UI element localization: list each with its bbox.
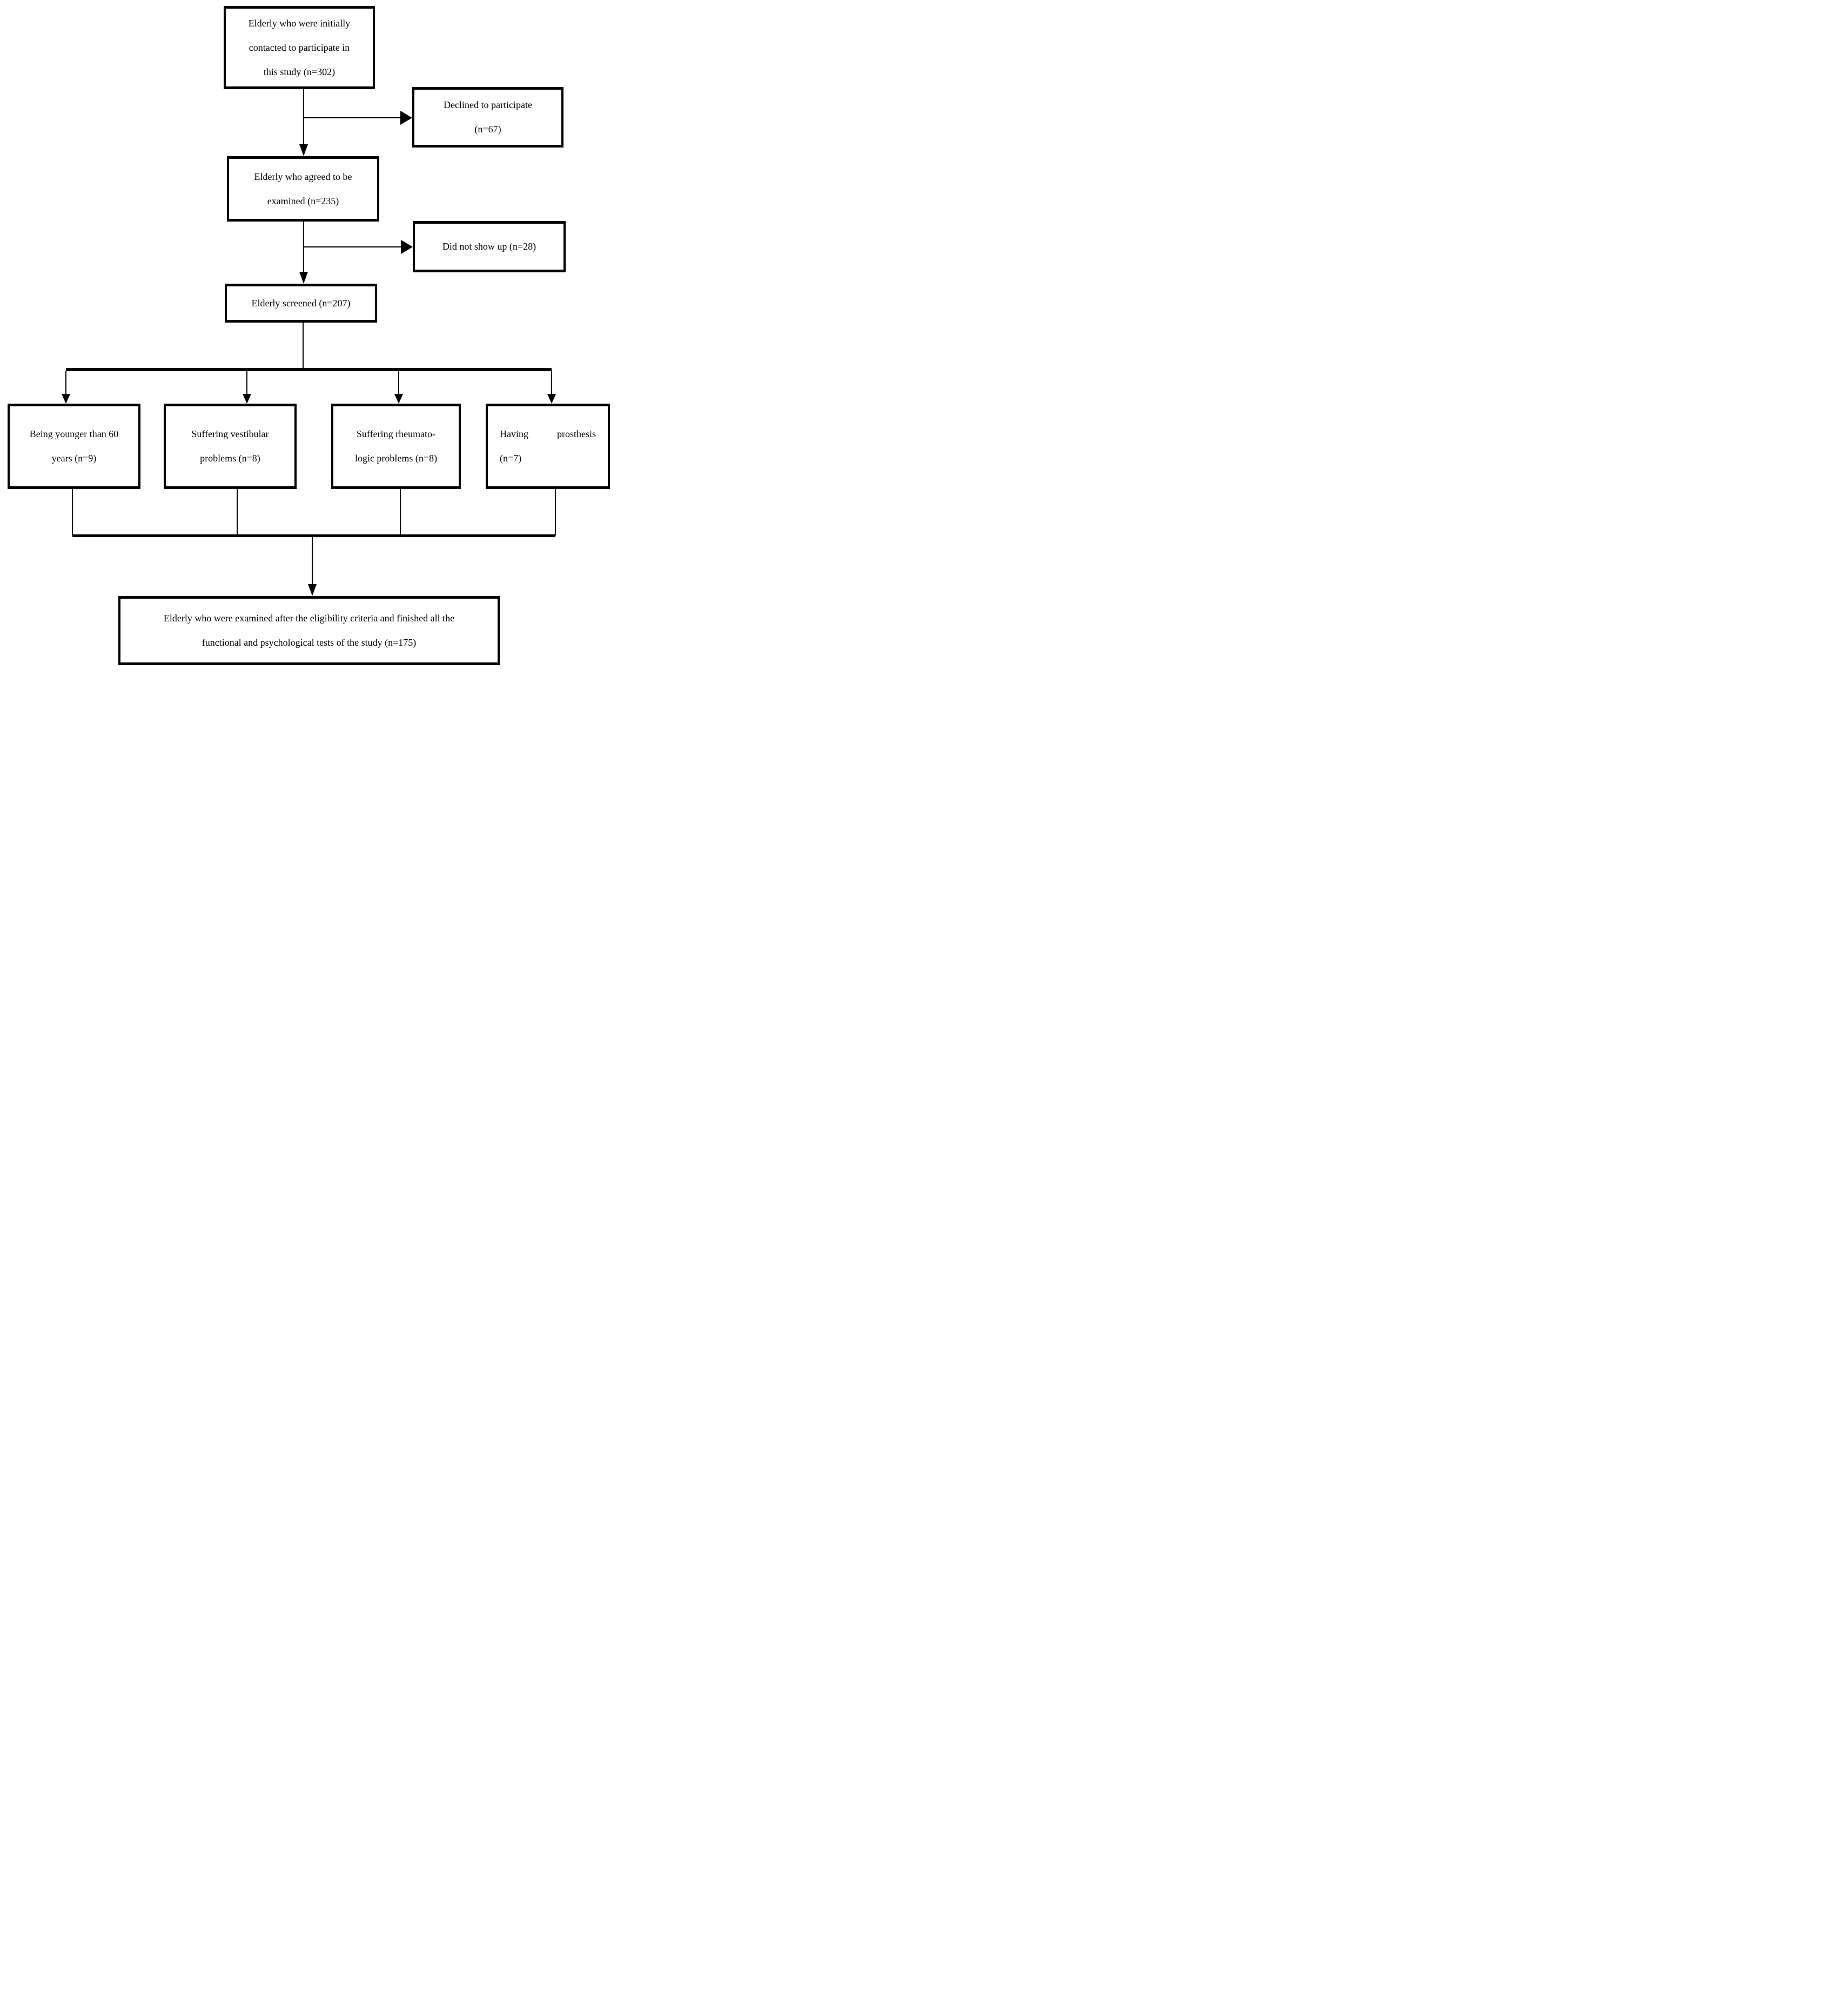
box-prosthesis-word: Having <box>500 428 528 439</box>
connector-younger-to-join <box>72 489 73 535</box>
participant-flow-diagram <box>0 0 615 672</box>
connector-agreed-to-noshow <box>304 246 402 247</box>
box-rheumatologic-line: Suffering rheumato- <box>356 428 436 439</box>
arrowhead-right-icon <box>401 240 413 254</box>
box-no-show <box>413 221 566 272</box>
box-initial-contact-line: contacted to participate in <box>249 42 350 53</box>
box-screened-line: Elderly screened (n=207) <box>251 297 351 309</box>
box-prosthesis-line <box>500 422 596 446</box>
connector-vestibular-to-join <box>237 489 238 535</box>
box-declined <box>412 87 563 148</box>
arrowhead-right-icon <box>400 111 412 125</box>
box-younger-line: years (n=9) <box>51 453 97 464</box>
box-declined-line: Declined to participate <box>444 99 532 110</box>
arrowhead-down-icon <box>62 394 70 404</box>
box-vestibular-line: problems (n=8) <box>200 453 260 464</box>
box-initial-contact <box>224 6 375 89</box>
connector-split-to-vestibular <box>246 371 247 394</box>
arrowhead-down-icon <box>308 584 317 596</box>
box-final-line: Elderly who were examined after the eligibility criteria and finished all the <box>163 613 455 624</box>
box-screened <box>225 284 377 323</box>
arrowhead-down-icon <box>299 144 308 156</box>
connector-split-to-prosthesis <box>551 371 552 394</box>
arrowhead-down-icon <box>299 272 308 284</box>
split-bar-top <box>66 368 552 371</box>
connector-join-to-final <box>312 537 313 584</box>
box-vestibular-line: Suffering vestibular <box>191 428 269 439</box>
box-initial-contact-line: this study (n=302) <box>263 66 336 77</box>
box-vestibular <box>164 404 297 489</box>
box-no-show-line: Did not show up (n=28) <box>442 241 536 252</box>
box-agreed-line: examined (n=235) <box>267 195 339 206</box>
box-declined-line: (n=67) <box>474 124 501 135</box>
box-prosthesis-word: prosthesis <box>557 428 596 439</box>
connector-initial-to-agreed <box>303 89 304 144</box>
box-younger-line: Being younger than 60 <box>29 428 119 439</box>
box-rheumatologic <box>331 404 461 489</box>
box-prosthesis <box>486 404 610 489</box>
box-younger-than-60 <box>8 404 140 489</box>
box-agreed-line: Elderly who agreed to be <box>254 171 352 182</box>
box-prosthesis-line: (n=7) <box>500 453 522 464</box>
connector-initial-to-declined <box>304 117 401 118</box>
box-final <box>118 596 500 665</box>
arrowhead-down-icon <box>394 394 403 404</box>
box-agreed <box>227 156 379 222</box>
connector-split-to-rheumatologic <box>398 371 399 394</box>
connector-split-to-younger <box>65 371 66 394</box>
connector-rheumatologic-to-join <box>400 489 401 535</box>
box-final-line: functional and psychological tests of the study (n=175) <box>202 637 417 648</box>
arrowhead-down-icon <box>547 394 556 404</box>
arrowhead-down-icon <box>243 394 251 404</box>
join-bar-bottom <box>72 534 555 537</box>
connector-screened-to-split <box>303 323 304 370</box>
connector-prosthesis-to-join <box>555 489 556 535</box>
box-initial-contact-line: Elderly who were initially <box>248 17 351 29</box>
box-rheumatologic-line: logic problems (n=8) <box>354 453 438 464</box>
